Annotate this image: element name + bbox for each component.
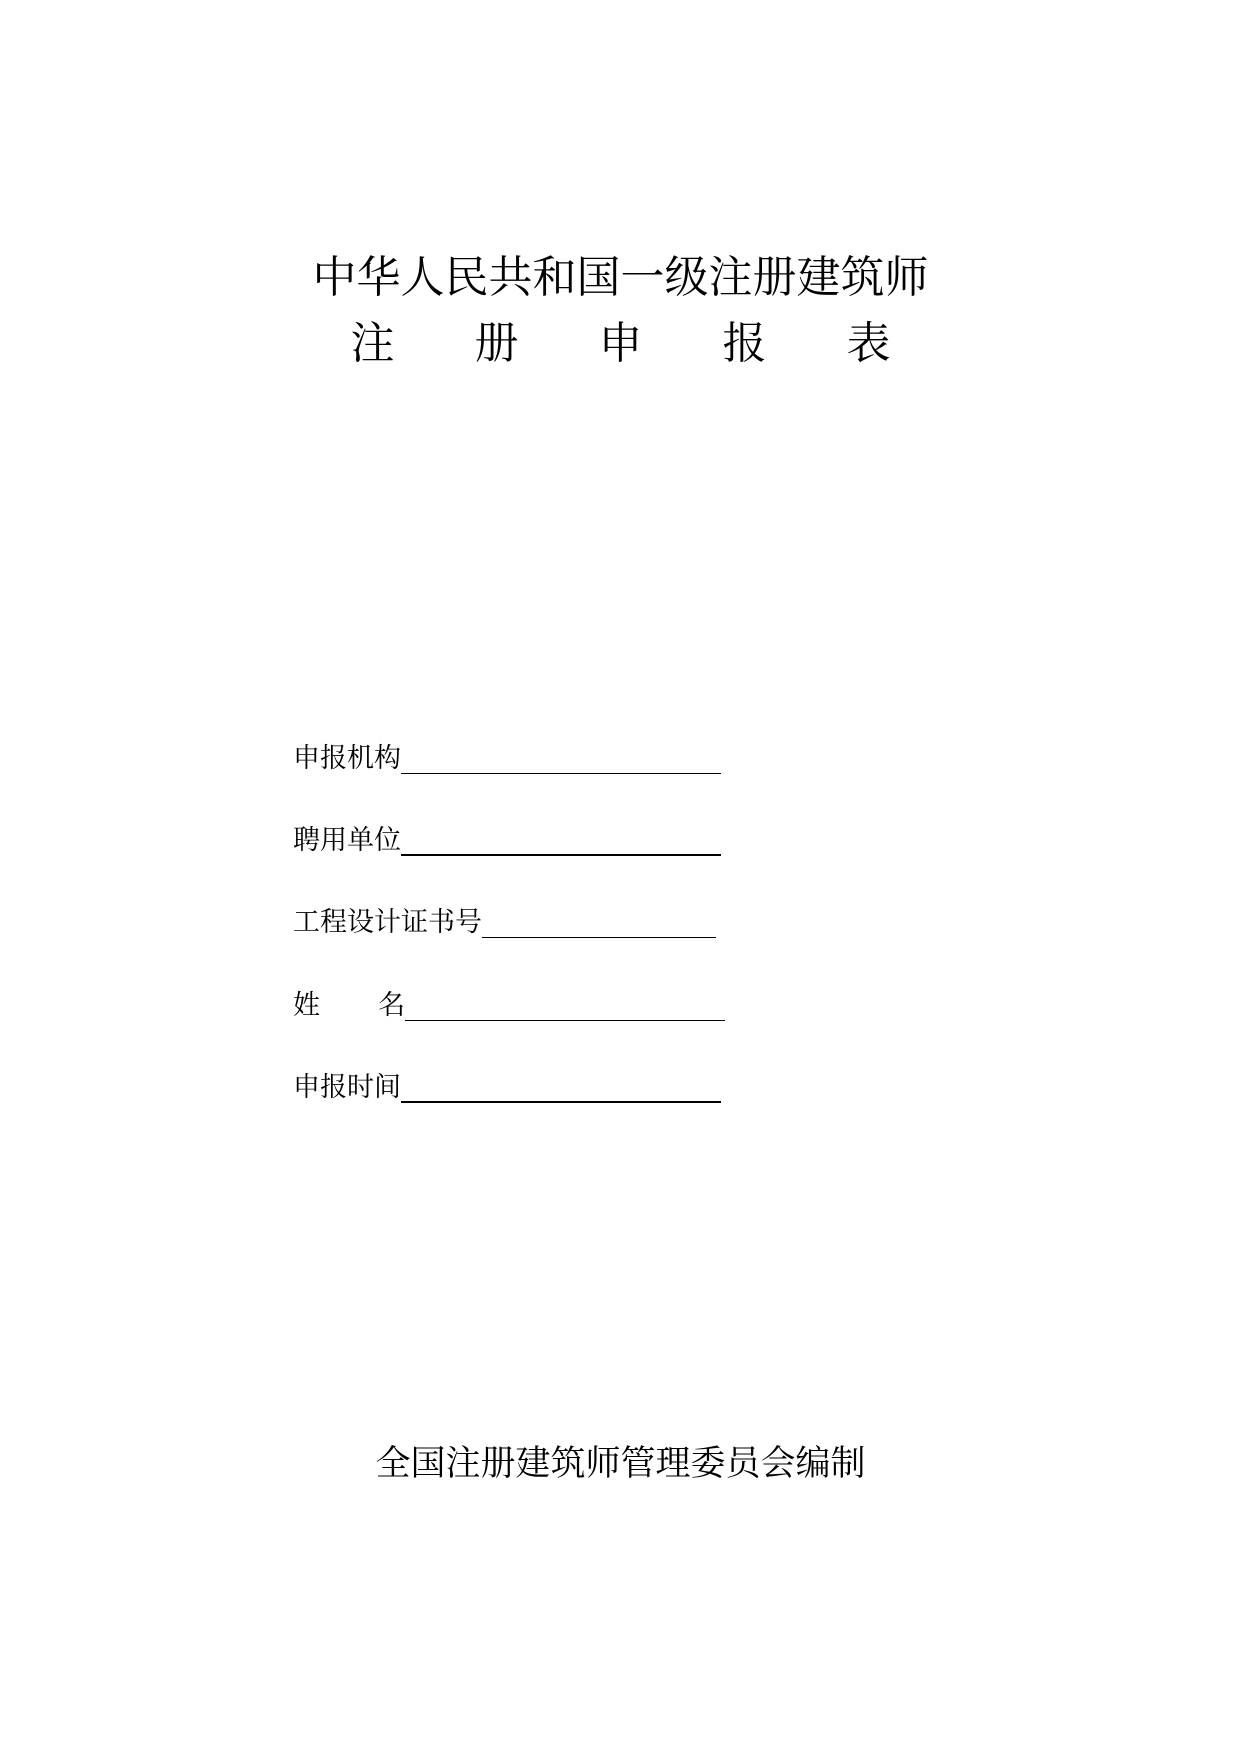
field-row-cert (293, 900, 716, 940)
employer-blank-line[interactable] (401, 854, 721, 856)
cert-label: 工程设计证书号 (293, 907, 482, 938)
field-row-employer (293, 818, 721, 858)
org-blank-line[interactable] (401, 773, 721, 774)
field-row-date (293, 1065, 721, 1105)
subtitle-char: 申 (598, 318, 643, 369)
document-subtitle (0, 318, 1241, 370)
name-label-char: 名 (378, 990, 405, 1021)
subtitle-char: 注 (350, 318, 395, 369)
subtitle-char: 册 (474, 318, 519, 369)
document-title: 中华人民共和国一级注册建筑师 (312, 252, 929, 303)
field-row-name (293, 983, 725, 1023)
issuer-footer: 全国注册建筑师管理委员会编制 (375, 1444, 866, 1484)
employer-label: 聘用单位 (293, 825, 401, 856)
name-blank-line[interactable] (405, 1020, 725, 1021)
name-label-char: 姓 (293, 990, 320, 1021)
subtitle-char: 报 (722, 318, 767, 369)
name-label (293, 989, 405, 1023)
date-label: 申报时间 (293, 1072, 401, 1103)
field-row-org (293, 736, 721, 776)
cert-blank-line[interactable] (482, 937, 716, 938)
subtitle-char: 表 (846, 318, 891, 369)
date-blank-line[interactable] (401, 1101, 721, 1103)
org-label: 申报机构 (293, 743, 401, 774)
